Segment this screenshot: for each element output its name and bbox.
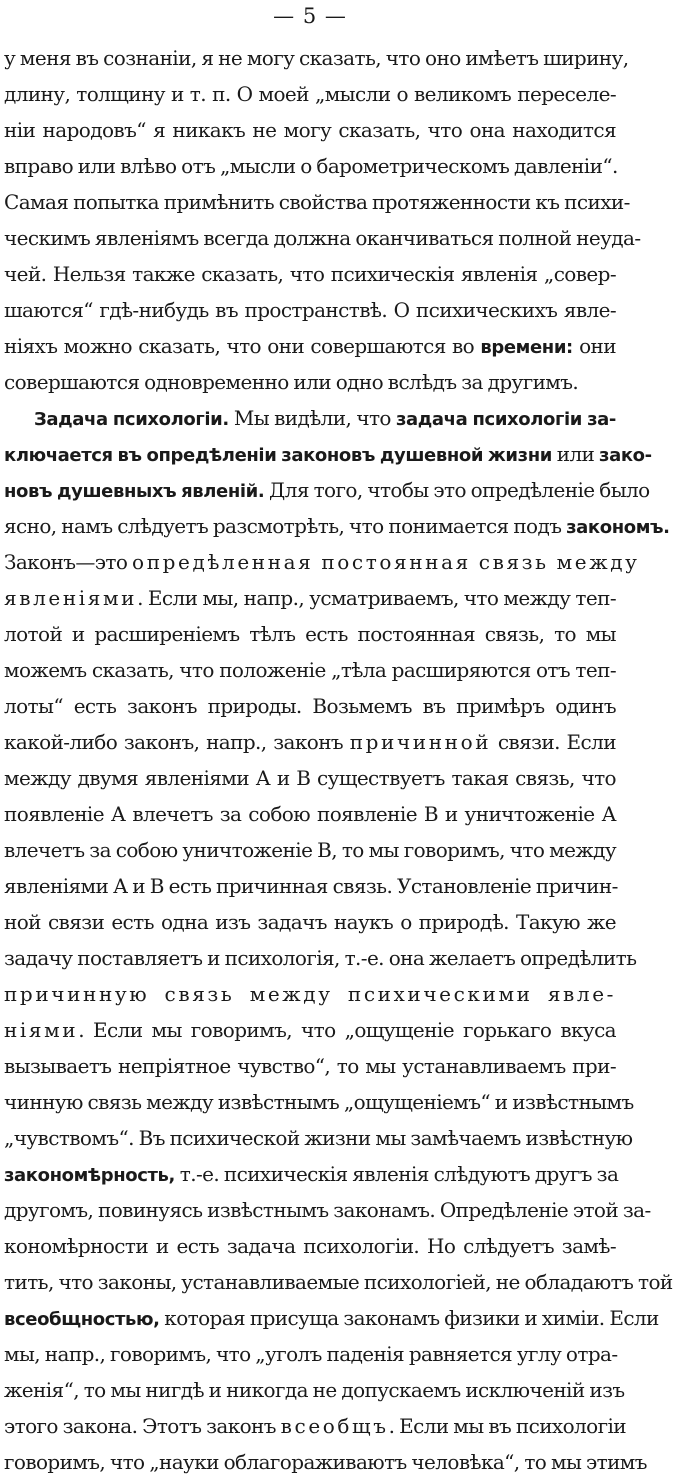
text-line xyxy=(4,472,650,508)
text-run: . Если мы говоримъ, что „ощущеніе горькаго вкуса xyxy=(78,1018,616,1042)
text-run: длину, толщину и т. п. О моей „мысли о великомъ переселе- xyxy=(4,82,616,106)
text-run: другомъ, повинуясь извѣстнымъ законамъ. Опредѣленіе этой за- xyxy=(4,1198,651,1222)
text-run: тить, что законы, устанавливаемые психологіей, не обладаютъ той xyxy=(4,1270,673,1294)
text-run: женія“, то мы нигдѣ и никогда не допускаемъ исключеній изъ xyxy=(4,1378,625,1402)
text-line xyxy=(4,760,616,796)
text-run: они xyxy=(572,334,616,358)
text-line xyxy=(4,1048,616,1084)
text-run: между двумя явленіями А и В существуетъ такая связь, что xyxy=(4,766,616,790)
text-run: чей. Нельзя также сказать, что психическія явленія „совер- xyxy=(4,262,616,286)
spaced-emphasis: явленіями xyxy=(4,586,138,610)
text-line xyxy=(4,1192,651,1228)
text-run: ясно, намъ слѣдуетъ разсмотрѣть, что понимается подъ xyxy=(4,514,567,538)
text-run: или xyxy=(551,442,600,466)
text-run: кономѣрности и есть задача психологіи. Но слѣдуетъ замѣ- xyxy=(4,1234,616,1258)
body-text xyxy=(4,40,673,1480)
bold-term: всеобщностью, xyxy=(4,1309,160,1330)
spaced-emphasis: всеобщъ xyxy=(280,1414,389,1438)
text-run: задачу поставляетъ и психологія, т.-е. она желаетъ опредѣлить xyxy=(4,946,637,970)
bold-term: задача психологіи за- xyxy=(395,409,616,430)
text-line xyxy=(4,544,640,580)
bold-term: времени: xyxy=(480,337,573,358)
text-line xyxy=(4,904,616,940)
text-line xyxy=(4,112,616,148)
text-line xyxy=(4,796,616,832)
text-line xyxy=(4,256,616,292)
page-number: — 5 — xyxy=(273,4,347,28)
text-run: совершаются одновременно или одно вслѣдъ за другимъ. xyxy=(4,370,579,394)
text-run: лоты“ есть законъ природы. Возьмемъ въ примѣръ одинъ xyxy=(4,694,616,718)
bold-term: закономъ. xyxy=(566,517,670,538)
text-run: Мы видѣли, что xyxy=(228,406,396,430)
bold-term: новъ душевныхъ явленій. xyxy=(4,481,265,502)
text-run: . Если мы, напр., усматриваемъ, что между теп- xyxy=(137,586,616,610)
bold-term: ключается въ опредѣленіи законовъ душевной жизни xyxy=(4,445,552,466)
text-run: т.-е. психическія явленія слѣдуютъ другъ за xyxy=(174,1162,619,1186)
text-run: этого закона. Этотъ законъ xyxy=(4,1414,281,1438)
text-line xyxy=(4,184,630,220)
text-run: ной связи есть одна изъ задачъ наукъ о природѣ. Такую же xyxy=(4,910,616,934)
text-line xyxy=(4,220,641,256)
text-run: ніи народовъ“ я никакъ не могу сказать, что она находится xyxy=(4,118,616,142)
text-line xyxy=(4,1120,633,1156)
spaced-emphasis: опредѣленная постоянная связь между xyxy=(132,550,640,574)
text-run: чинную связь между извѣстнымъ „ощущеніемъ“ и извѣстнымъ xyxy=(4,1090,634,1114)
bold-term: Задача психологіи. xyxy=(34,409,229,430)
spaced-emphasis: причинной xyxy=(349,730,492,754)
text-line xyxy=(4,1336,616,1372)
text-run: появленіе А влечетъ за собою появленіе В и уничтоженіе А xyxy=(4,802,616,826)
bold-term: закономѣрность, xyxy=(4,1165,175,1186)
spaced-emphasis: причинную связь между психическими явле- xyxy=(4,982,616,1006)
text-line xyxy=(4,436,652,472)
text-run: можемъ сказать, что положеніе „тѣла расширяются отъ теп- xyxy=(4,658,616,682)
text-line xyxy=(4,832,616,868)
text-line xyxy=(4,1156,619,1192)
text-run: у меня въ сознаніи, я не могу сказать, что оно имѣетъ ширину, xyxy=(4,46,629,70)
text-run: вызываетъ непріятное чувство“, то мы устанавливаемъ при- xyxy=(4,1054,616,1078)
text-run: явленіями А и В есть причинная связь. Установленіе причин- xyxy=(4,874,618,898)
text-run: вправо или влѣво отъ „мысли о барометрическомъ давленіи“. xyxy=(4,154,618,178)
text-run: мы, напр., говоримъ, что „уголъ паденія равняется углу отра- xyxy=(4,1342,618,1366)
text-line xyxy=(4,1408,626,1444)
text-run: которая присуща законамъ физики и химіи. Если xyxy=(159,1306,659,1330)
text-line xyxy=(4,688,616,724)
text-line xyxy=(4,1444,647,1480)
text-line xyxy=(4,508,670,544)
text-line xyxy=(4,76,616,112)
text-run: „чувствомъ“. Въ психической жизни мы замѣчаемъ извѣстную xyxy=(4,1126,633,1150)
text-line xyxy=(4,1228,616,1264)
text-line xyxy=(4,580,616,616)
text-run: Самая попытка примѣнить свойства протяженности къ психи- xyxy=(4,190,630,214)
text-line xyxy=(4,616,616,652)
text-run: влечетъ за собою уничтоженіе В, то мы говоримъ, что между xyxy=(4,838,616,862)
text-line xyxy=(4,1084,634,1120)
text-line xyxy=(4,328,616,364)
text-line xyxy=(4,868,616,904)
text-line xyxy=(4,1372,625,1408)
text-line xyxy=(4,976,616,1012)
text-line xyxy=(4,724,616,760)
text-line xyxy=(4,1012,616,1048)
bold-term: зако- xyxy=(599,445,652,466)
text-run: лотой и расширеніемъ тѣлъ есть постоянная связь, то мы xyxy=(4,622,616,646)
text-line xyxy=(4,1264,673,1300)
text-line xyxy=(4,400,616,436)
text-run: Для того, чтобы это опредѣленіе было xyxy=(264,478,650,502)
text-run: связи. Если xyxy=(491,730,616,754)
text-line xyxy=(4,1300,659,1336)
text-line xyxy=(4,364,616,400)
text-line xyxy=(4,40,629,76)
text-run: ніяхъ можно сказать, что они совершаются во xyxy=(4,334,481,358)
text-run: какой-либо законъ, напр., законъ xyxy=(4,730,350,754)
text-run: Законъ—это xyxy=(4,550,133,574)
text-run: . Если мы въ психологіи xyxy=(388,1414,626,1438)
text-line xyxy=(4,148,616,184)
text-line xyxy=(4,652,616,688)
text-line xyxy=(4,940,637,976)
text-line xyxy=(4,292,616,328)
text-run: говоримъ, что „науки облагораживаютъ человѣка“, то мы этимъ xyxy=(4,1450,647,1474)
spaced-emphasis: ніями xyxy=(4,1018,79,1042)
text-run: ческимъ явленіямъ всегда должна оканчиваться полной неуда- xyxy=(4,226,641,250)
text-run: шаются“ гдѣ-нибудь въ пространствѣ. О психическихъ явле- xyxy=(4,298,616,322)
